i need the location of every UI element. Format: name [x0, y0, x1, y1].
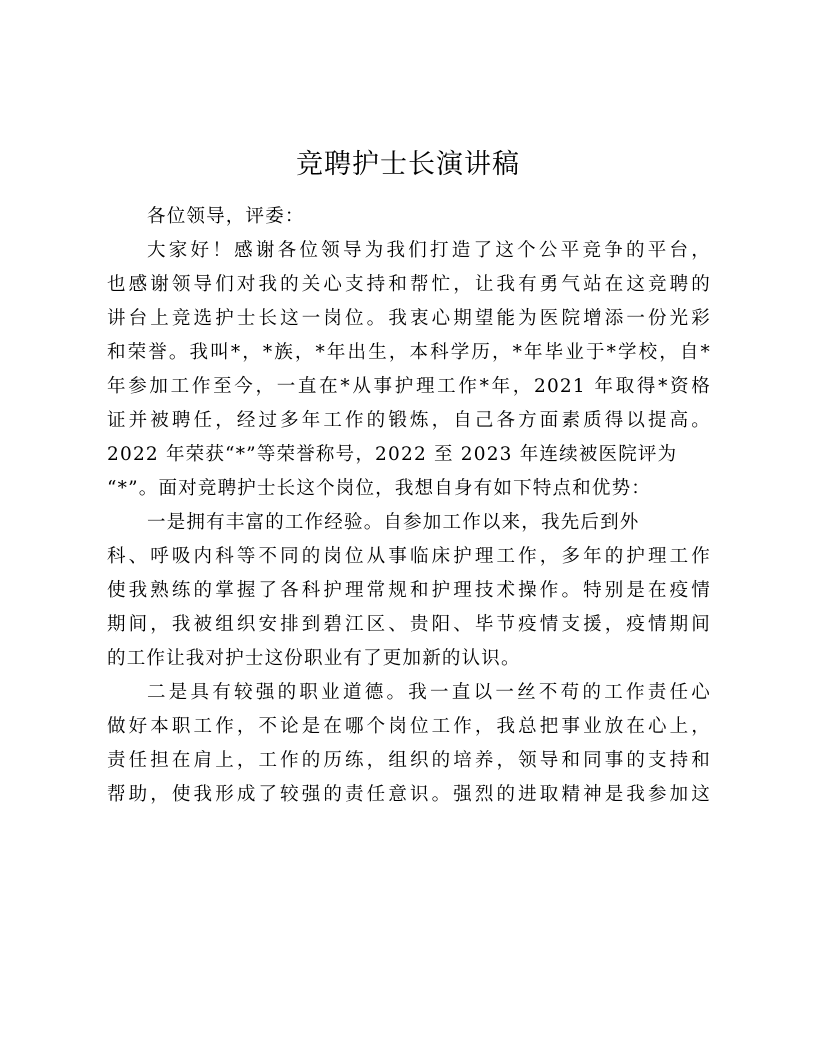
paragraph-line: 一是拥有丰富的工作经验。自参加工作以来，我先后到外 — [147, 512, 640, 533]
paragraph-line: 的工作让我对护士这份职业有了更加新的认识。 — [107, 648, 521, 669]
document-body — [107, 200, 711, 812]
paragraph-line: 帮助，使我形成了较强的责任意识。强烈的进取精神是我参加这 — [107, 784, 711, 805]
paragraph-line: “*”。面对竞聘护士长这个岗位，我想自身有如下特点和优势： — [107, 478, 651, 499]
paragraph-line: 期间，我被组织安排到碧江区、贵阳、毕节疫情支援，疫情期间 — [107, 614, 711, 635]
paragraph-line: 大家好！感谢各位领导为我们打造了这个公平竞争的平台， — [147, 240, 711, 261]
paragraph-line: 2022 年荣获“*”等荣誉称号，2022 至 2023 年连续被医院评为 — [107, 444, 678, 465]
paragraph-line: 证并被聘任，经过多年工作的锻炼，自己各方面素质得以提高。 — [107, 410, 711, 431]
paragraph-line: 和荣誉。我叫*，*族，*年出生，本科学历，*年毕业于*学校，自* — [107, 342, 711, 363]
paragraph-line: 讲台上竞选护士长这一岗位。我衷心期望能为医院增添一份光彩 — [107, 308, 711, 329]
paragraph-line: 科、呼吸内科等不同的岗位从事临床护理工作，多年的护理工作 — [107, 546, 711, 567]
paragraph-line: 二是具有较强的职业道德。我一直以一丝不苟的工作责任心 — [147, 682, 711, 703]
paragraph-line: 责任担在肩上，工作的历练，组织的培养，领导和同事的支持和 — [107, 750, 711, 771]
paragraph-line: 年参加工作至今，一直在*从事护理工作*年，2021 年取得*资格 — [107, 376, 711, 397]
paragraph-line: 使我熟练的掌握了各科护理常规和护理技术操作。特别是在疫情 — [107, 580, 711, 601]
paragraph-line: 做好本职工作，不论是在哪个岗位工作，我总把事业放在心上， — [107, 716, 711, 737]
paragraph-line: 各位领导，评委： — [147, 206, 305, 227]
paragraph-line: 也感谢领导们对我的关心支持和帮忙，让我有勇气站在这竞聘的 — [107, 274, 711, 295]
document-title: 竞聘护士长演讲稿 — [296, 149, 520, 180]
